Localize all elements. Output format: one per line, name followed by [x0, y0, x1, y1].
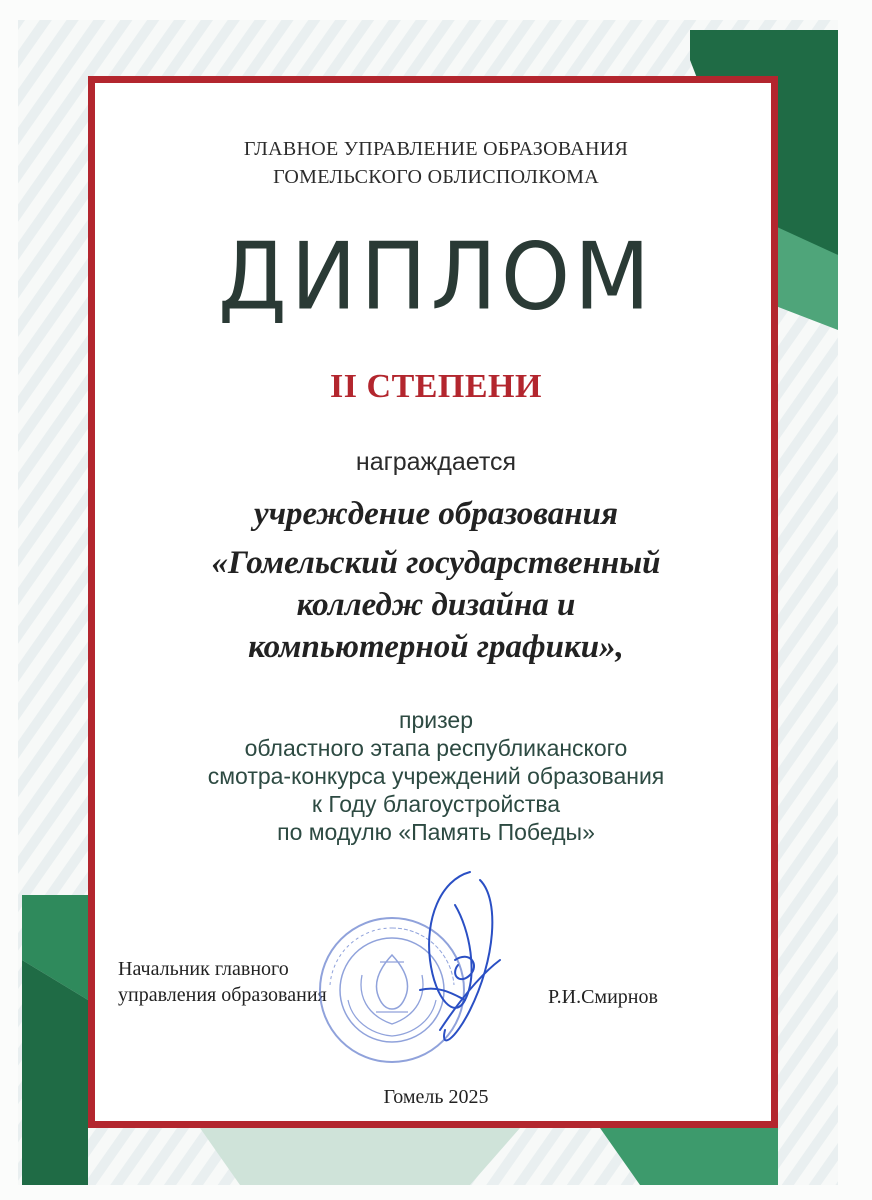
signatory-title-line-2: управления образования — [118, 984, 327, 1006]
recipient-line-1: учреждение образования — [254, 496, 618, 532]
diploma-title: ДИПЛОМ — [217, 222, 655, 331]
issuer-line-2: ГОМЕЛЬСКОГО ОБЛИСПОЛКОМА — [273, 166, 599, 188]
issuer-line-1: ГЛАВНОЕ УПРАВЛЕНИЕ ОБРАЗОВАНИЯ — [243, 138, 629, 160]
achievement-line-1: призер — [399, 707, 473, 733]
achievement-line-5: по модулю «Память Победы» — [277, 819, 595, 845]
recipient-line-2: «Гомельский государственный — [211, 545, 661, 581]
achievement-line-3: смотра-конкурса учреждений образования — [207, 763, 665, 789]
recipient-line-4: компьютерной графики», — [248, 629, 624, 665]
achievement-line-4: к Году благоустройства — [311, 791, 561, 817]
signatory-name: Р.И.Смирнов — [548, 986, 658, 1008]
awarded-label: награждается — [355, 448, 517, 476]
place-year: Гомель 2025 — [383, 1086, 489, 1108]
degree-label: II СТЕПЕНИ — [330, 368, 542, 405]
recipient-line-3: колледж дизайна и — [296, 587, 576, 623]
achievement-line-2: областного этапа республиканского — [244, 735, 628, 761]
signatory-title-line-1: Начальник главного — [118, 958, 289, 980]
